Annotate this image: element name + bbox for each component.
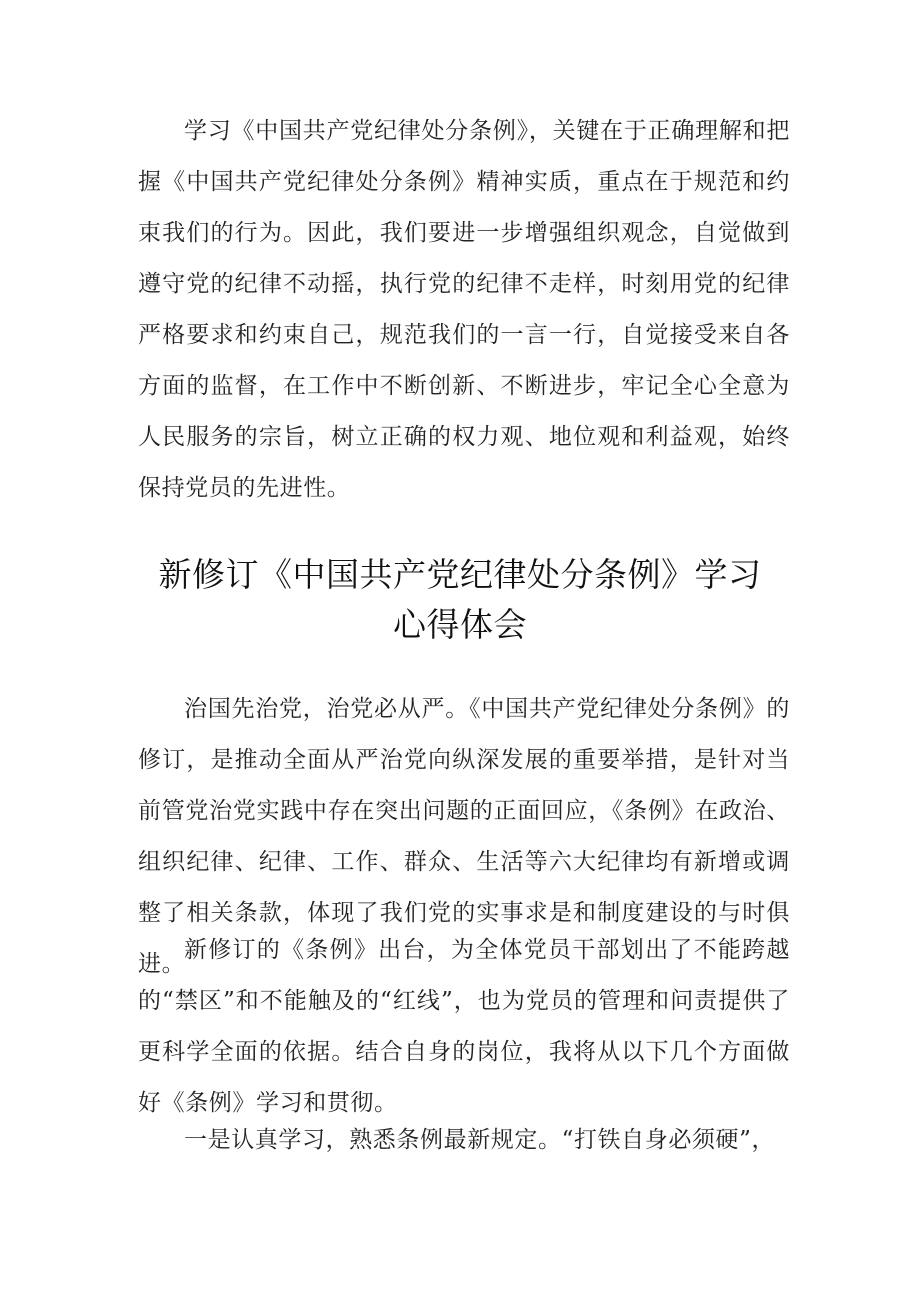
body-paragraph-2: 新修订的《条例》出台，为全体党员干部划出了不能跨越的“禁区”和不能触及的“红线”，也为党员的管理和问责提供了更科学全面的依据。结合自身的岗位，我将从以下几个方面做好《条例》学习和贯彻。 xyxy=(138,937,790,1116)
body-paragraph-1: 治国先治党，治党必从严。《中国共产党纪律处分条例》的修订，是推动全面从严治党向纵深发展的重要举措，是针对当前管党治党实践中存在突出问题的正面回应，《条例》在政治、组织纪律、纪律、工作、群众、生活等六大纪律均有新增或调整了相关条款，体现了我们党的实事求是和制度建设的与时俱进。 xyxy=(138,696,790,977)
title-line-1: 新修订《中国共产党纪律处分条例》学习 xyxy=(158,555,762,594)
document-title xyxy=(100,550,820,650)
body-paragraph-3: 一是认真学习，熟悉条例最新规定。“打铁自身必须硬”， xyxy=(184,1127,776,1153)
title-line-2: 心得体会 xyxy=(393,605,527,644)
intro-paragraph: 学习《中国共产党纪律处分条例》，关键在于正确理解和把握《中国共产党纪律处分条例》精神实质，重点在于规范和约束我们的行为。因此，我们要进一步增强组织观念，自觉做到遵守党的纪律不动摇，执行党的纪律不走样，时刻用党的纪律严格要求和约束自己，规范我们的一言一行，自觉接受来自各方面的监督，在工作中不断创新、不断进步，牢记全心全意为人民服务的宗旨，树立正确的权力观、地位观和利益观，始终保持党员的先进性。 xyxy=(138,118,790,501)
